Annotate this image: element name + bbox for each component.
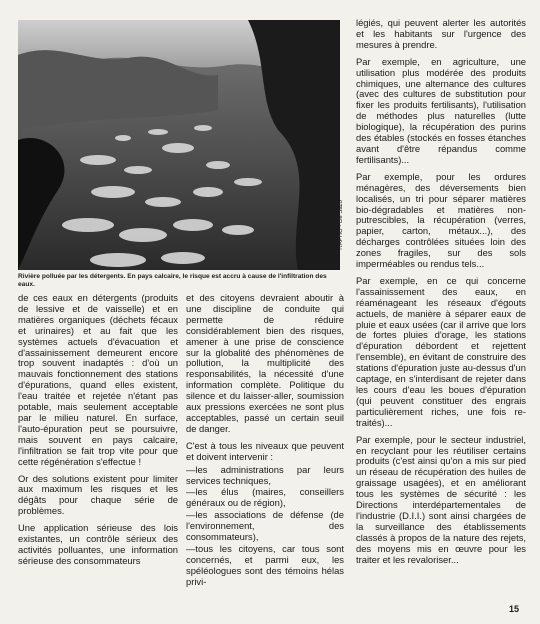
polluted-river-image [18,20,340,270]
list-item [186,544,344,588]
paragraph: et des citoyens devraient aboutir à une discipline de conduite qui permette de réduire considérablement bien des risques, amener à une prise de conscience sur la globalité des phénomènes de pollution, la multiplicité des responsabilités, la nécessité d'une information complète. Politique du silence et du laisser-aller, soumission aux pressions exercées ne sont plus acceptables, passé un certain seuil de danger. [186,292,344,434]
paragraph: légiés, qui peuvent alerter les autorités et les habitants sur l'urgence des mesures à prendre. [356,17,526,50]
photo-credit: RAPHO - De Sazo [338,200,344,250]
page-number: 15 [509,604,520,614]
river-photo [18,20,340,270]
paragraph: Par exemple, pour le secteur industriel, en recyclant pour les réutiliser certains produits (c'est ainsi qu'on a mis sur pied un réseau de récupération des huiles de graissage usagées), et en améliorant tous les systèmes de sécurité : les Directions interdépartementales de l'industrie (D.I.I.) sont ainsi chargées de la surveillance des établissements classés à propos de la nature des rejets, des moyens mis en œuvre pour les traiter et les revaloriser... [356,433,526,565]
list-item [186,510,344,543]
list-item-text: tous les citoyens, car tous sont concernés, et parmi eux, les spéléologues sont des témoins hélas privi- [186,542,344,587]
paragraph: Par exemple, en ce qui concerne l'assainissement des eaux, en réaménageant les réseaux d'égouts actuels, de manière à séparer eaux de pluie et eaux usées (car il arrive que lors de fortes pluies d'orage, les stations d'épuration débordent et rejettent l'ensemble), en évitant de construire des stations d'épuration juste au-dessus d'un captage, en s'interdisant de rejeter dans les cours d'eau les boues d'épuration (qui peuvent constituer des engrais particulièrement riches, une fois re-traités)... [356,274,526,428]
paragraph: de ces eaux en détergents (produits de lessive et de vaisselle) et en matières organiques (déchets fécaux et urinaires) et au fait que les systèmes actuels d'évacuation et d'assainissement demeurent encore trop souvent inadaptés : d'où un mauvais fonctionnement des stations d'épurations, quand elles existent, l'eau traitée et rejetée n'étant pas potable, mais seulement acceptable par le milieu naturel. En surface, l'auto-épuration peut se poursuivre, mais souvent en pays calcaire, l'infiltration se fait trop vite pour que cette régénération s'effectue ! [18,292,178,467]
paragraph: Par exemple, pour les ordures ménagères, des déversements bien localisés, un tri pour séparer matières bio-dégradables et matières non-putrescibles, la récupération (verres, papier, carton, métaux...), des décharges contrôlées situées loin des zones fragiles, sur des sols imperméables ou rendus tels... [356,170,526,270]
list-item-text: les associations de défense (de l'environnement, des consommateurs), [186,509,344,543]
paragraph: C'est à tous les niveaux que peuvent et doivent intervenir : [186,439,344,462]
paragraph: Une application sérieuse des lois existantes, un contrôle sérieux des activités polluantes, une information sérieuse des consommateurs [18,522,178,566]
photo-caption: Rivière polluée par les détergents. En pays calcaire, le risque est accru à cause de l'infiltration des eaux. [18,273,327,288]
paragraph: Or des solutions existent pour limiter aux maximum les risques et les dégâts pour chaque série de problèmes. [18,472,178,517]
list-item-text: les administrations par leurs services techniques, [186,463,344,486]
text-column-2 [186,293,344,589]
list-item [186,487,344,509]
paragraph: Par exemple, en agriculture, une utilisation plus modérée des produits chimiques, une alternance des cultures (avec des cultures de substitution pour fixer les produits fertilisants), l'utilisation de méthodes plus naturelles (lutte biologique), la récupération des purins des étables (stockés en fosses étanches avant d'être répandus comme fertilisants)... [356,55,526,165]
text-column-3 [356,18,526,572]
text-column-1 [18,293,178,573]
list-item-text: les élus (maires, conseillers généraux ou de région), [186,486,344,509]
list-item [186,465,344,487]
